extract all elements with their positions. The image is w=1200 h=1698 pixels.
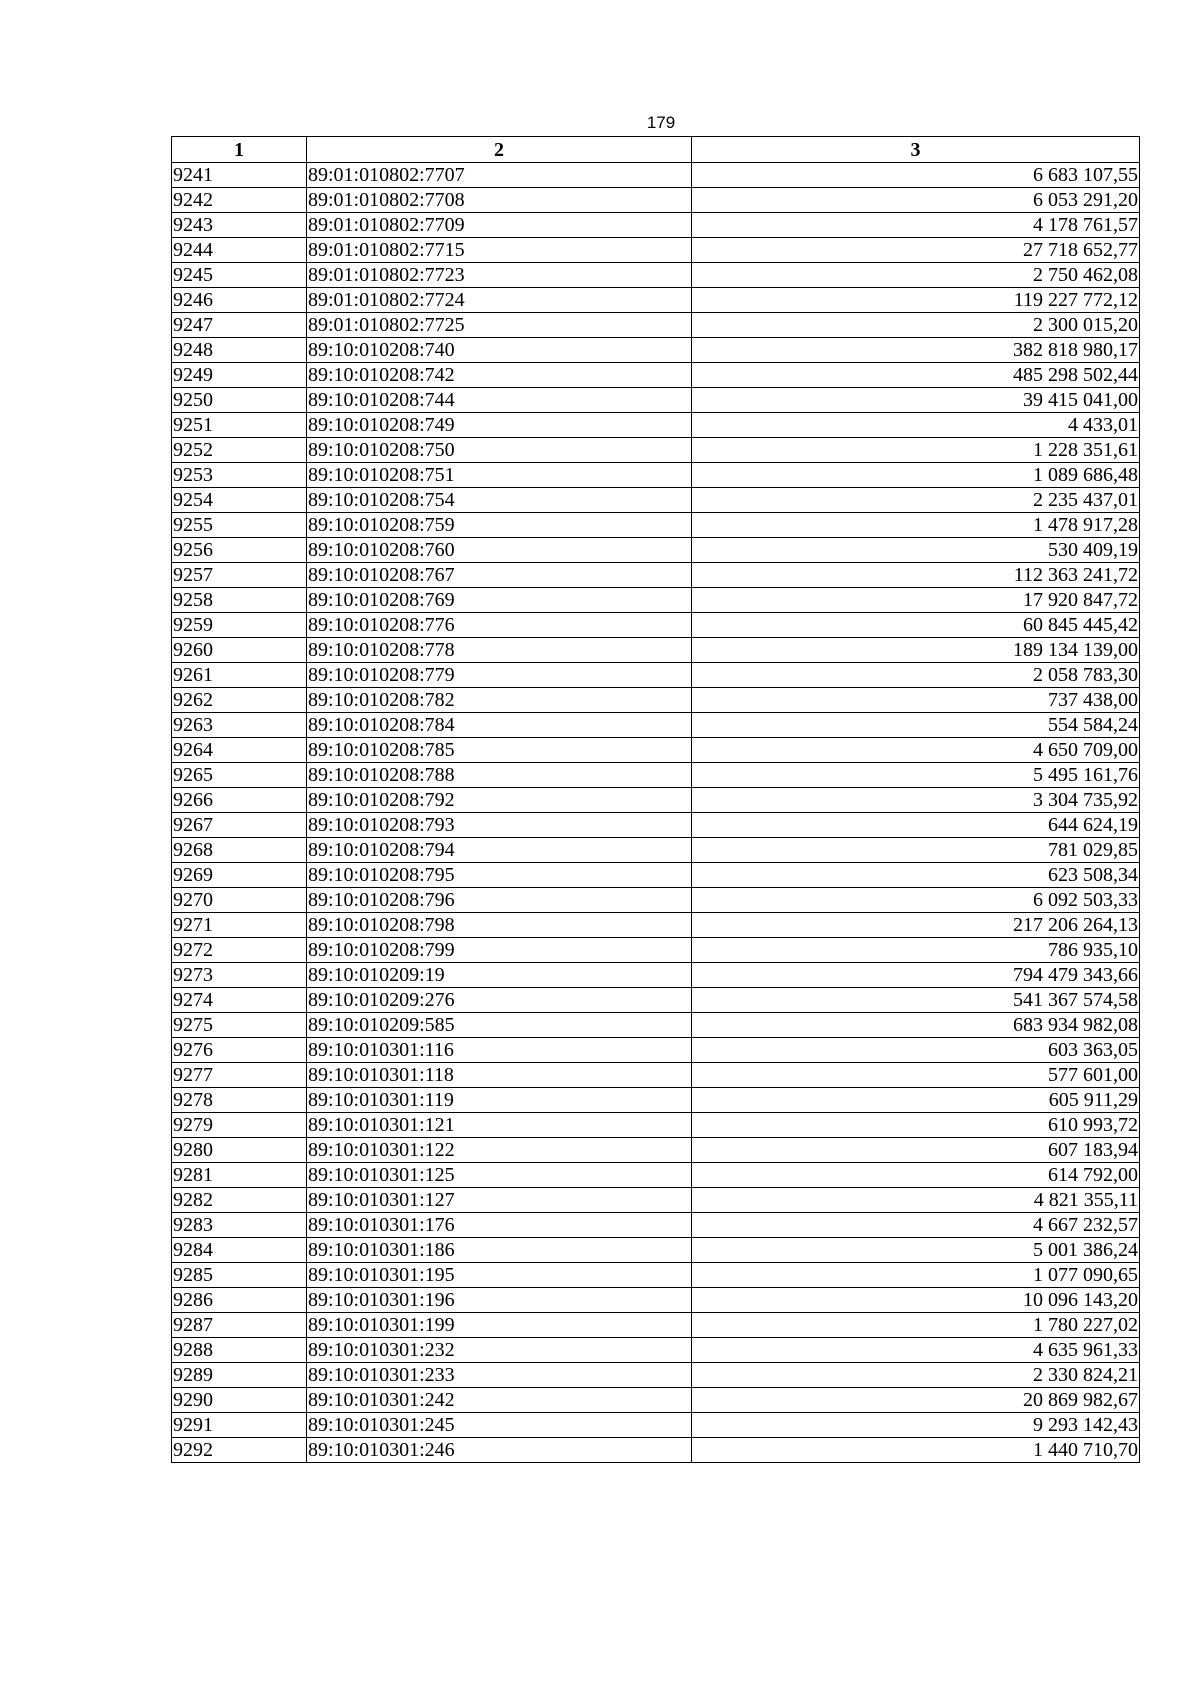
cadastral-number-cell: 89:10:010301:242 bbox=[307, 1388, 692, 1413]
table-row bbox=[172, 1263, 1140, 1288]
row-number-cell: 9280 bbox=[172, 1138, 307, 1163]
row-number-cell: 9260 bbox=[172, 638, 307, 663]
table-row bbox=[172, 688, 1140, 713]
value-cell: 4 667 232,57 bbox=[692, 1213, 1140, 1238]
value-cell: 5 495 161,76 bbox=[692, 763, 1140, 788]
value-cell: 6 683 107,55 bbox=[692, 163, 1140, 188]
column-header-2: 2 bbox=[307, 137, 692, 163]
value-cell: 2 750 462,08 bbox=[692, 263, 1140, 288]
table-row bbox=[172, 313, 1140, 338]
value-cell: 60 845 445,42 bbox=[692, 613, 1140, 638]
value-cell: 112 363 241,72 bbox=[692, 563, 1140, 588]
table-row bbox=[172, 838, 1140, 863]
value-cell: 27 718 652,77 bbox=[692, 238, 1140, 263]
value-cell: 217 206 264,13 bbox=[692, 913, 1140, 938]
table-body bbox=[172, 163, 1140, 1463]
table-row bbox=[172, 288, 1140, 313]
cadastral-number-cell: 89:10:010301:233 bbox=[307, 1363, 692, 1388]
row-number-cell: 9259 bbox=[172, 613, 307, 638]
table-row bbox=[172, 1238, 1140, 1263]
cadastral-number-cell: 89:10:010208:749 bbox=[307, 413, 692, 438]
table-row bbox=[172, 1188, 1140, 1213]
value-cell: 4 433,01 bbox=[692, 413, 1140, 438]
cadastral-number-cell: 89:10:010208:754 bbox=[307, 488, 692, 513]
cadastral-number-cell: 89:10:010208:799 bbox=[307, 938, 692, 963]
value-cell: 119 227 772,12 bbox=[692, 288, 1140, 313]
table-row bbox=[172, 863, 1140, 888]
table-row bbox=[172, 738, 1140, 763]
table-row bbox=[172, 538, 1140, 563]
table-header bbox=[172, 137, 1140, 163]
cadastral-number-cell: 89:10:010208:776 bbox=[307, 613, 692, 638]
cadastral-number-cell: 89:10:010301:186 bbox=[307, 1238, 692, 1263]
table-row bbox=[172, 713, 1140, 738]
value-cell: 644 624,19 bbox=[692, 813, 1140, 838]
table-row bbox=[172, 1138, 1140, 1163]
cadastral-number-cell: 89:01:010802:7725 bbox=[307, 313, 692, 338]
cadastral-number-cell: 89:10:010208:744 bbox=[307, 388, 692, 413]
table-row bbox=[172, 1338, 1140, 1363]
value-cell: 4 178 761,57 bbox=[692, 213, 1140, 238]
cadastral-number-cell: 89:10:010209:276 bbox=[307, 988, 692, 1013]
cadastral-number-cell: 89:01:010802:7707 bbox=[307, 163, 692, 188]
value-cell: 2 330 824,21 bbox=[692, 1363, 1140, 1388]
cadastral-number-cell: 89:10:010208:742 bbox=[307, 363, 692, 388]
row-number-cell: 9283 bbox=[172, 1213, 307, 1238]
table-row bbox=[172, 1438, 1140, 1463]
row-number-cell: 9271 bbox=[172, 913, 307, 938]
cadastral-number-cell: 89:10:010208:778 bbox=[307, 638, 692, 663]
value-cell: 4 821 355,11 bbox=[692, 1188, 1140, 1213]
table-row bbox=[172, 813, 1140, 838]
cadastral-number-cell: 89:10:010301:121 bbox=[307, 1113, 692, 1138]
cadastral-number-cell: 89:10:010208:750 bbox=[307, 438, 692, 463]
row-number-cell: 9256 bbox=[172, 538, 307, 563]
row-number-cell: 9273 bbox=[172, 963, 307, 988]
table-row bbox=[172, 188, 1140, 213]
value-cell: 6 092 503,33 bbox=[692, 888, 1140, 913]
value-cell: 17 920 847,72 bbox=[692, 588, 1140, 613]
cadastral-number-cell: 89:10:010301:122 bbox=[307, 1138, 692, 1163]
table-row bbox=[172, 613, 1140, 638]
cadastral-number-cell: 89:10:010209:585 bbox=[307, 1013, 692, 1038]
row-number-cell: 9291 bbox=[172, 1413, 307, 1438]
cadastral-number-cell: 89:10:010208:740 bbox=[307, 338, 692, 363]
value-cell: 1 077 090,65 bbox=[692, 1263, 1140, 1288]
value-cell: 20 869 982,67 bbox=[692, 1388, 1140, 1413]
table-row bbox=[172, 388, 1140, 413]
table-row bbox=[172, 1313, 1140, 1338]
value-cell: 2 235 437,01 bbox=[692, 488, 1140, 513]
cadastral-number-cell: 89:10:010301:176 bbox=[307, 1213, 692, 1238]
table-row bbox=[172, 888, 1140, 913]
table-row bbox=[172, 413, 1140, 438]
row-number-cell: 9274 bbox=[172, 988, 307, 1013]
cadastral-number-cell: 89:10:010301:127 bbox=[307, 1188, 692, 1213]
row-number-cell: 9268 bbox=[172, 838, 307, 863]
table-row bbox=[172, 213, 1140, 238]
table-row bbox=[172, 438, 1140, 463]
row-number-cell: 9292 bbox=[172, 1438, 307, 1463]
table-row bbox=[172, 988, 1140, 1013]
row-number-cell: 9284 bbox=[172, 1238, 307, 1263]
column-header-1: 1 bbox=[172, 137, 307, 163]
row-number-cell: 9254 bbox=[172, 488, 307, 513]
row-number-cell: 9278 bbox=[172, 1088, 307, 1113]
page-number: 179 bbox=[646, 113, 676, 132]
cadastral-number-cell: 89:10:010208:769 bbox=[307, 588, 692, 613]
value-cell: 1 780 227,02 bbox=[692, 1313, 1140, 1338]
row-number-cell: 9252 bbox=[172, 438, 307, 463]
row-number-cell: 9262 bbox=[172, 688, 307, 713]
cadastral-number-cell: 89:10:010301:118 bbox=[307, 1063, 692, 1088]
cadastral-number-cell: 89:10:010301:195 bbox=[307, 1263, 692, 1288]
table-row bbox=[172, 363, 1140, 388]
row-number-cell: 9264 bbox=[172, 738, 307, 763]
value-cell: 6 053 291,20 bbox=[692, 188, 1140, 213]
value-cell: 382 818 980,17 bbox=[692, 338, 1140, 363]
value-cell: 577 601,00 bbox=[692, 1063, 1140, 1088]
table-row bbox=[172, 1163, 1140, 1188]
header-row bbox=[172, 137, 1140, 163]
row-number-cell: 9275 bbox=[172, 1013, 307, 1038]
value-cell: 39 415 041,00 bbox=[692, 388, 1140, 413]
table-row bbox=[172, 1388, 1140, 1413]
cadastral-number-cell: 89:10:010208:796 bbox=[307, 888, 692, 913]
row-number-cell: 9272 bbox=[172, 938, 307, 963]
cadastral-number-cell: 89:10:010301:119 bbox=[307, 1088, 692, 1113]
row-number-cell: 9281 bbox=[172, 1163, 307, 1188]
row-number-cell: 9286 bbox=[172, 1288, 307, 1313]
table-row bbox=[172, 163, 1140, 188]
value-cell: 530 409,19 bbox=[692, 538, 1140, 563]
value-cell: 2 300 015,20 bbox=[692, 313, 1140, 338]
table-row bbox=[172, 663, 1140, 688]
table-row bbox=[172, 1013, 1140, 1038]
value-cell: 4 650 709,00 bbox=[692, 738, 1140, 763]
value-cell: 786 935,10 bbox=[692, 938, 1140, 963]
value-cell: 614 792,00 bbox=[692, 1163, 1140, 1188]
cadastral-number-cell: 89:10:010301:196 bbox=[307, 1288, 692, 1313]
cadastral-number-cell: 89:10:010208:784 bbox=[307, 713, 692, 738]
row-number-cell: 9267 bbox=[172, 813, 307, 838]
table-row bbox=[172, 1088, 1140, 1113]
value-cell: 9 293 142,43 bbox=[692, 1413, 1140, 1438]
registry-table bbox=[171, 136, 1140, 1463]
table-row bbox=[172, 463, 1140, 488]
cadastral-number-cell: 89:10:010301:116 bbox=[307, 1038, 692, 1063]
value-cell: 485 298 502,44 bbox=[692, 363, 1140, 388]
row-number-cell: 9277 bbox=[172, 1063, 307, 1088]
cadastral-number-cell: 89:01:010802:7715 bbox=[307, 238, 692, 263]
cadastral-number-cell: 89:10:010208:788 bbox=[307, 763, 692, 788]
row-number-cell: 9241 bbox=[172, 163, 307, 188]
row-number-cell: 9285 bbox=[172, 1263, 307, 1288]
row-number-cell: 9249 bbox=[172, 363, 307, 388]
row-number-cell: 9279 bbox=[172, 1113, 307, 1138]
value-cell: 607 183,94 bbox=[692, 1138, 1140, 1163]
row-number-cell: 9282 bbox=[172, 1188, 307, 1213]
cadastral-number-cell: 89:10:010208:767 bbox=[307, 563, 692, 588]
column-header-3: 3 bbox=[692, 137, 1140, 163]
row-number-cell: 9265 bbox=[172, 763, 307, 788]
value-cell: 794 479 343,66 bbox=[692, 963, 1140, 988]
cadastral-number-cell: 89:10:010208:782 bbox=[307, 688, 692, 713]
row-number-cell: 9242 bbox=[172, 188, 307, 213]
table-row bbox=[172, 513, 1140, 538]
value-cell: 603 363,05 bbox=[692, 1038, 1140, 1063]
table-row bbox=[172, 638, 1140, 663]
table-row bbox=[172, 1213, 1140, 1238]
table-row bbox=[172, 1413, 1140, 1438]
row-number-cell: 9251 bbox=[172, 413, 307, 438]
row-number-cell: 9247 bbox=[172, 313, 307, 338]
row-number-cell: 9261 bbox=[172, 663, 307, 688]
row-number-cell: 9253 bbox=[172, 463, 307, 488]
value-cell: 3 304 735,92 bbox=[692, 788, 1140, 813]
row-number-cell: 9245 bbox=[172, 263, 307, 288]
row-number-cell: 9244 bbox=[172, 238, 307, 263]
table-row bbox=[172, 963, 1140, 988]
value-cell: 610 993,72 bbox=[692, 1113, 1140, 1138]
value-cell: 10 096 143,20 bbox=[692, 1288, 1140, 1313]
row-number-cell: 9258 bbox=[172, 588, 307, 613]
table-row bbox=[172, 563, 1140, 588]
row-number-cell: 9276 bbox=[172, 1038, 307, 1063]
cadastral-number-cell: 89:01:010802:7709 bbox=[307, 213, 692, 238]
row-number-cell: 9255 bbox=[172, 513, 307, 538]
table-row bbox=[172, 263, 1140, 288]
value-cell: 5 001 386,24 bbox=[692, 1238, 1140, 1263]
row-number-cell: 9290 bbox=[172, 1388, 307, 1413]
table-row bbox=[172, 488, 1140, 513]
table-row bbox=[172, 338, 1140, 363]
value-cell: 737 438,00 bbox=[692, 688, 1140, 713]
row-number-cell: 9289 bbox=[172, 1363, 307, 1388]
cadastral-number-cell: 89:01:010802:7724 bbox=[307, 288, 692, 313]
cadastral-number-cell: 89:10:010208:779 bbox=[307, 663, 692, 688]
cadastral-number-cell: 89:10:010208:795 bbox=[307, 863, 692, 888]
value-cell: 2 058 783,30 bbox=[692, 663, 1140, 688]
value-cell: 189 134 139,00 bbox=[692, 638, 1140, 663]
table-row bbox=[172, 913, 1140, 938]
value-cell: 1 440 710,70 bbox=[692, 1438, 1140, 1463]
value-cell: 541 367 574,58 bbox=[692, 988, 1140, 1013]
table-row bbox=[172, 1363, 1140, 1388]
cadastral-number-cell: 89:10:010208:751 bbox=[307, 463, 692, 488]
cadastral-number-cell: 89:10:010208:798 bbox=[307, 913, 692, 938]
value-cell: 781 029,85 bbox=[692, 838, 1140, 863]
cadastral-number-cell: 89:10:010208:793 bbox=[307, 813, 692, 838]
value-cell: 554 584,24 bbox=[692, 713, 1140, 738]
cadastral-number-cell: 89:10:010301:232 bbox=[307, 1338, 692, 1363]
cadastral-number-cell: 89:01:010802:7708 bbox=[307, 188, 692, 213]
row-number-cell: 9257 bbox=[172, 563, 307, 588]
cadastral-number-cell: 89:10:010208:794 bbox=[307, 838, 692, 863]
value-cell: 683 934 982,08 bbox=[692, 1013, 1140, 1038]
cadastral-number-cell: 89:10:010208:785 bbox=[307, 738, 692, 763]
row-number-cell: 9248 bbox=[172, 338, 307, 363]
cadastral-number-cell: 89:10:010301:125 bbox=[307, 1163, 692, 1188]
table-row bbox=[172, 238, 1140, 263]
value-cell: 605 911,29 bbox=[692, 1088, 1140, 1113]
row-number-cell: 9243 bbox=[172, 213, 307, 238]
cadastral-number-cell: 89:10:010208:759 bbox=[307, 513, 692, 538]
row-number-cell: 9287 bbox=[172, 1313, 307, 1338]
cadastral-number-cell: 89:10:010301:246 bbox=[307, 1438, 692, 1463]
table-row bbox=[172, 1288, 1140, 1313]
cadastral-number-cell: 89:10:010208:760 bbox=[307, 538, 692, 563]
row-number-cell: 9288 bbox=[172, 1338, 307, 1363]
row-number-cell: 9270 bbox=[172, 888, 307, 913]
cadastral-number-cell: 89:01:010802:7723 bbox=[307, 263, 692, 288]
table-row bbox=[172, 588, 1140, 613]
cadastral-number-cell: 89:10:010209:19 bbox=[307, 963, 692, 988]
row-number-cell: 9250 bbox=[172, 388, 307, 413]
value-cell: 623 508,34 bbox=[692, 863, 1140, 888]
value-cell: 1 089 686,48 bbox=[692, 463, 1140, 488]
value-cell: 1 478 917,28 bbox=[692, 513, 1140, 538]
table-row bbox=[172, 938, 1140, 963]
row-number-cell: 9266 bbox=[172, 788, 307, 813]
cadastral-number-cell: 89:10:010208:792 bbox=[307, 788, 692, 813]
cadastral-number-cell: 89:10:010301:199 bbox=[307, 1313, 692, 1338]
table-row bbox=[172, 1063, 1140, 1088]
row-number-cell: 9269 bbox=[172, 863, 307, 888]
value-cell: 1 228 351,61 bbox=[692, 438, 1140, 463]
table-row bbox=[172, 788, 1140, 813]
cadastral-number-cell: 89:10:010301:245 bbox=[307, 1413, 692, 1438]
table-row bbox=[172, 763, 1140, 788]
table-row bbox=[172, 1113, 1140, 1138]
row-number-cell: 9246 bbox=[172, 288, 307, 313]
value-cell: 4 635 961,33 bbox=[692, 1338, 1140, 1363]
table-row bbox=[172, 1038, 1140, 1063]
row-number-cell: 9263 bbox=[172, 713, 307, 738]
